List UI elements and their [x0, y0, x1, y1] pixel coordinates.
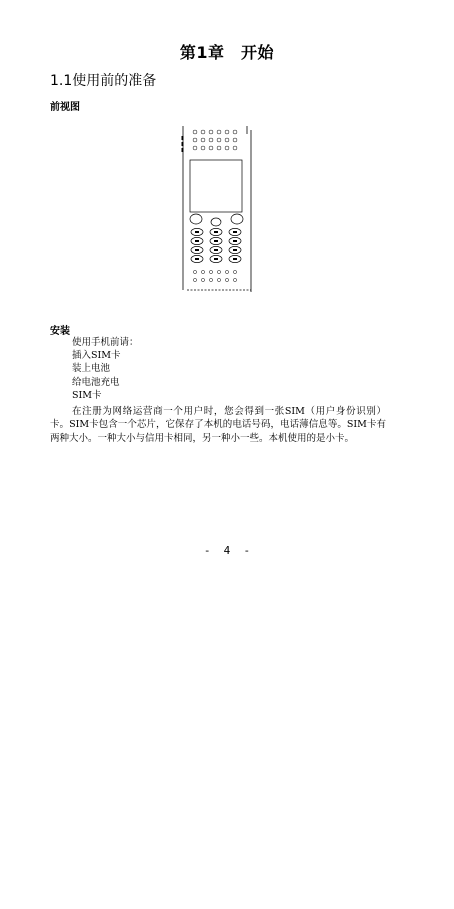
speaker-grille [193, 270, 236, 281]
keypad [191, 228, 241, 262]
phone-screen [190, 160, 242, 212]
install-step: 装上电池 [72, 363, 111, 375]
phone-outline [183, 126, 251, 292]
sim-card-paragraph: 在注册为网络运营商一个用户时，您会得到一张SIM（用户身份识别）卡。SIM卡包含一个芯片，它保存了本机的电话号码，电话薄信息等。SIM卡有两种大小。一种大小与信用卡相同，另一种小一些。本机使用的是小卡。 [50, 406, 386, 444]
front-view-heading: 前视图 [50, 102, 80, 113]
install-step: 插入SIM卡 [72, 350, 121, 362]
install-steps [50, 336, 350, 402]
status-icons [193, 130, 237, 150]
soft-keys [190, 214, 243, 226]
side-keys [182, 136, 184, 152]
chapter-title: 第1章 开始 [179, 43, 275, 62]
install-step: 给电池充电 [72, 376, 120, 388]
page-number: - 4 - [203, 544, 251, 557]
phone-front-view-diagram [181, 124, 253, 292]
install-heading: 安装 [50, 326, 70, 337]
sim-card-heading: SIM卡 [72, 389, 102, 401]
install-intro: 使用手机前请： [72, 337, 139, 348]
section-title: 1.1使用前的准备 [50, 73, 157, 89]
